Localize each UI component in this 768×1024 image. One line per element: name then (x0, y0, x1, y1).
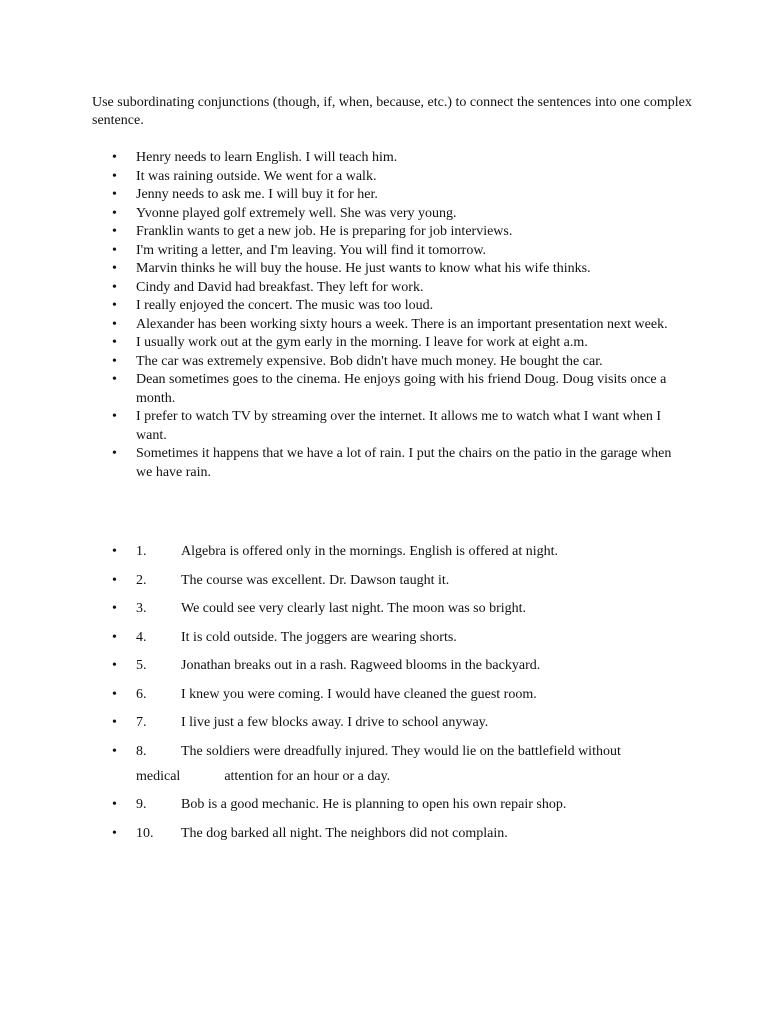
list-item (92, 186, 682, 205)
list-item-text: I live just a few blocks away. I drive to school anyway. (181, 715, 489, 730)
list-item-text: I'm writing a letter, and I'm leaving. You will find it tomorrow. (136, 242, 487, 258)
list-item (92, 713, 682, 733)
bullet-icon: • (112, 825, 117, 841)
bullet-icon: • (112, 629, 117, 645)
bullet-icon: • (112, 686, 117, 702)
list-item (92, 371, 682, 408)
list-item (92, 168, 682, 187)
list-item (92, 742, 682, 787)
list-item (92, 795, 682, 815)
list-item (92, 316, 682, 335)
item-number: 9. (136, 797, 147, 812)
instructions-text: Use subordinating conjunctions (though, if, when, because, etc.) to connect the sentences into one complex sentence. (92, 95, 692, 128)
list-item-continuation (136, 767, 682, 787)
bullet-icon: • (112, 335, 117, 350)
list-item (92, 242, 682, 261)
item-number: 8. (136, 743, 147, 759)
continuation-text: attention for an hour or a day. (224, 768, 391, 784)
list-item (92, 685, 682, 705)
bullet-icon: • (112, 409, 117, 424)
bullet-icon: • (112, 205, 117, 221)
sentence-list-2 (92, 542, 682, 852)
bullet-icon: • (112, 743, 117, 759)
bullet-icon: • (112, 150, 117, 165)
bullet-icon: • (112, 187, 117, 202)
bullet-icon: • (112, 446, 117, 461)
item-number: 1. (136, 544, 147, 559)
list-item (92, 279, 682, 298)
list-item-text: Cindy and David had breakfast. They left for work. (136, 279, 424, 295)
list-item-text: Alexander has been working sixty hours a week. There is an important presentation next week. (136, 316, 668, 332)
list-item (92, 571, 682, 591)
bullet-icon: • (112, 316, 117, 332)
list-item-text: The course was excellent. Dr. Dawson taught it. (181, 572, 450, 588)
list-item-text: I usually work out at the gym early in the morning. I leave for work at eight a.m. (136, 335, 588, 350)
list-item (92, 334, 682, 353)
list-item (92, 260, 682, 279)
item-number: 2. (136, 572, 147, 588)
list-item (92, 656, 682, 676)
list-item-text: Dean sometimes goes to the cinema. He enjoys going with his friend Doug. Doug visits once a month. (136, 372, 667, 406)
item-number: 5. (136, 658, 147, 673)
bullet-icon: • (112, 353, 117, 369)
bullet-icon: • (112, 168, 117, 184)
item-number: 3. (136, 601, 147, 616)
bullet-icon: • (112, 372, 117, 387)
list-item-text: We could see very clearly last night. The moon was so bright. (181, 601, 527, 616)
list-item-text: Bob is a good mechanic. He is planning to open his own repair shop. (181, 797, 567, 812)
item-number: 7. (136, 715, 147, 730)
list-item (92, 824, 682, 844)
list-item (92, 445, 682, 482)
list-item-text: Jonathan breaks out in a rash. Ragweed blooms in the backyard. (181, 658, 541, 673)
list-item-text: The dog barked all night. The neighbors did not complain. (181, 825, 508, 841)
list-item-text: Yvonne played golf extremely well. She was very young. (136, 205, 457, 221)
bullet-icon: • (112, 715, 117, 730)
list-item-text: It was raining outside. We went for a walk. (136, 168, 377, 184)
bullet-icon: • (112, 658, 117, 673)
list-item (92, 223, 682, 242)
list-item (92, 149, 682, 168)
bullet-icon: • (112, 224, 117, 239)
bullet-icon: • (112, 572, 117, 588)
list-item-text: I really enjoyed the concert. The music was too loud. (136, 298, 434, 313)
list-item (92, 628, 682, 648)
bullet-icon: • (112, 279, 117, 295)
list-item-text: Marvin thinks he will buy the house. He just wants to know what his wife thinks. (136, 261, 591, 276)
list-item-text: Algebra is offered only in the mornings. English is offered at night. (181, 544, 559, 559)
list-item-text: The soldiers were dreadfully injured. They would lie on the battlefield without (181, 743, 621, 759)
bullet-icon: • (112, 601, 117, 616)
bullet-icon: • (112, 797, 117, 812)
list-item-text: Sometimes it happens that we have a lot of rain. I put the chairs on the patio in the garage when we have rain. (136, 446, 672, 480)
list-item-text: Jenny needs to ask me. I will buy it for her. (136, 187, 378, 202)
list-item (92, 542, 682, 562)
bullet-icon: • (112, 261, 117, 276)
bullet-icon: • (112, 544, 117, 559)
list-item (92, 205, 682, 224)
item-number: 4. (136, 629, 147, 645)
list-item (92, 408, 682, 445)
list-item-text: Franklin wants to get a new job. He is preparing for job interviews. (136, 224, 513, 239)
list-item (92, 599, 682, 619)
sentence-list-1 (92, 149, 682, 482)
item-number: 10. (136, 825, 154, 841)
item-number: 6. (136, 686, 147, 702)
bullet-icon: • (112, 298, 117, 313)
list-item-text: I knew you were coming. I would have cleaned the guest room. (181, 686, 537, 702)
continuation-word: medical (136, 768, 181, 784)
list-item-text: It is cold outside. The joggers are wearing shorts. (181, 629, 457, 645)
list-item (92, 353, 682, 372)
bullet-icon: • (112, 242, 117, 258)
list-item-text: Henry needs to learn English. I will teach him. (136, 150, 398, 165)
list-item-text: The car was extremely expensive. Bob didn't have much money. He bought the car. (136, 353, 603, 369)
list-item-text: I prefer to watch TV by streaming over the internet. It allows me to watch what I want when I want. (136, 409, 662, 443)
list-item (92, 297, 682, 316)
